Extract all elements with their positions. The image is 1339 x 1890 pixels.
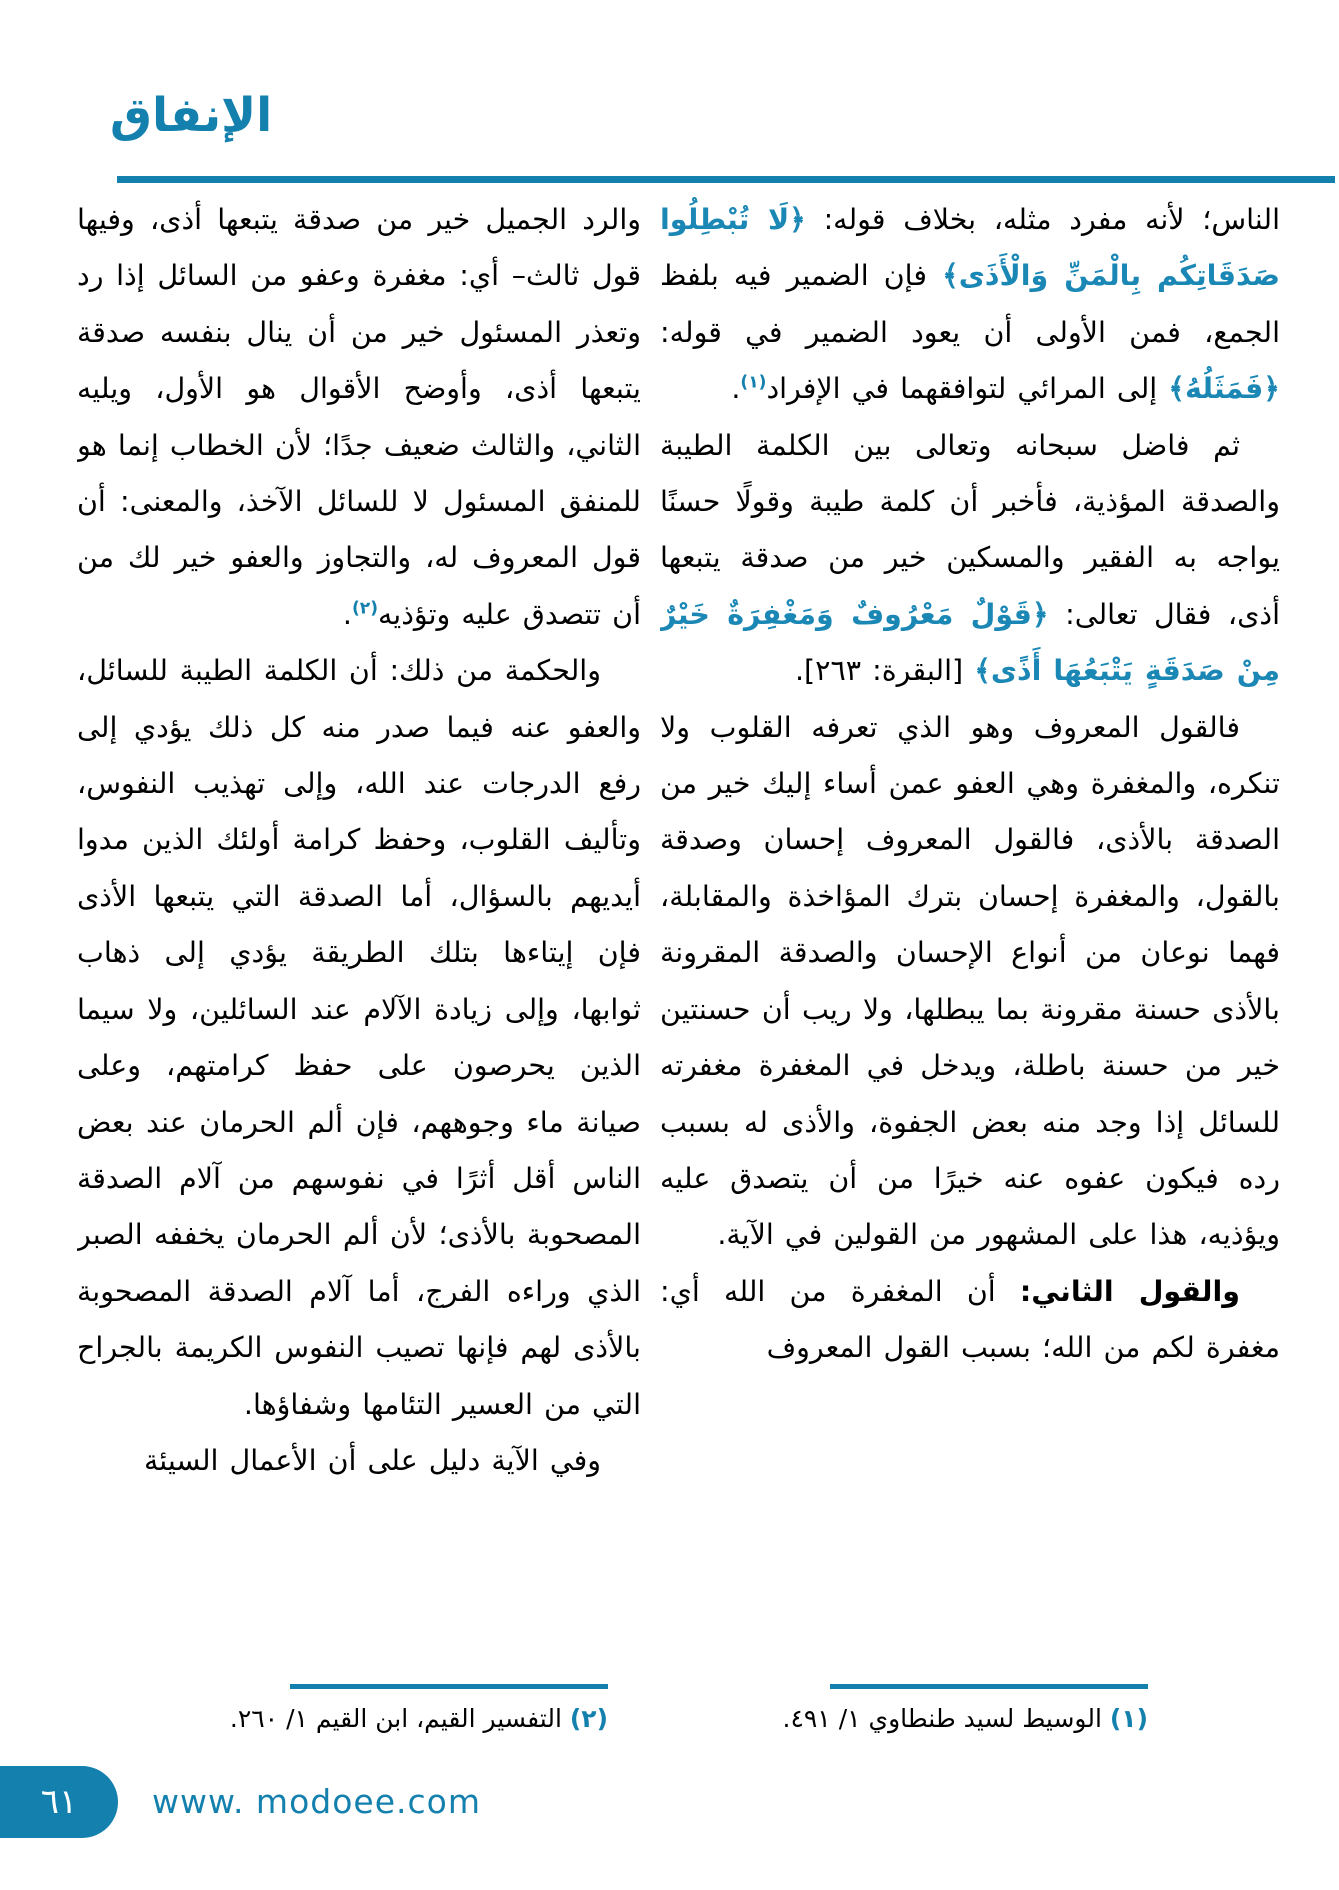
footnote-separator-2 — [290, 1684, 608, 1689]
text-run: . — [731, 372, 741, 406]
text-run: إلى المرائي لتوافقهما في الإفراد — [766, 372, 1169, 406]
footnote-ref: (١) — [740, 372, 767, 393]
column-left — [77, 192, 641, 1489]
quran-verse: ﴿لَا تُبْطِلُوا صَدَقَاتِكُم بِالْمَنِّ وَالْأَذَى﴾ — [660, 203, 1280, 293]
text-run: والحكمة من ذلك: أن الكلمة الطيبة للسائل، والعفو عنه فيما صدر منه كل ذلك يؤدي إلى رفع الدرجات عند الله، وإلى تهذيب النفوس، وتأليف القلوب، وحفظ كرامة أولئك الذين مدوا أيديهم بالسؤال، أما الصدقة التي يتبعها الأذى فإن إيتاءها بتلك الطريقة يؤدي إلى ذهاب ثوابها، وإلى زيادة الآلام عند السائلين، ولا سيما الذين يحرصون على حفظ كرامتهم، وعلى صيانة ماء وجوههم، فإن ألم الحرمان عند بعض الناس أقل أثرًا في نفوسهم من آلام الصدقة المصحوبة بالأذى؛ لأن ألم الحرمان يخففه الصبر الذي وراءه الفرج، أما آلام الصدقة المصحوبة بالأذى لهم فإنها تصيب النفوس الكريمة بالجراح التي من العسير التئامها وشفاؤها. — [77, 654, 641, 1421]
text-run: وفي الآية دليل على أن الأعمال السيئة — [143, 1443, 601, 1477]
text-run: أن المغفرة من الله أي: مغفرة لكم من الله؛ بسبب القول المعروف — [660, 1274, 1280, 1365]
page-title: الإنفاق — [110, 88, 273, 143]
text-run: والقول الثاني: — [1019, 1274, 1240, 1308]
paragraph — [77, 1433, 641, 1489]
page-number-badge — [0, 1766, 118, 1838]
quran-verse: ﴿قَوْلٌ مَعْرُوفٌ وَمَغْفِرَةٌ خَيْرٌ مِنْ صَدَقَةٍ يَتْبَعُهَا أَذًى﴾ — [660, 597, 1280, 688]
column-right — [660, 192, 1280, 1377]
header-rule — [117, 176, 1335, 183]
footnote-line-2 — [230, 1702, 608, 1736]
footnote-1 — [783, 1684, 1149, 1736]
paragraph — [660, 192, 1280, 418]
text-run: فإن الضمير فيه بلفظ الجمع، فمن الأولى أن يعود الضمير في قوله: — [660, 259, 1280, 349]
footnote-separator-1 — [830, 1684, 1148, 1689]
text-run: [البقرة: ٢٦٣]. — [794, 654, 975, 688]
text-run: ثم فاضل سبحانه وتعالى بين الكلمة الطيبة والصدقة المؤذية، فأخبر أن كلمة طيبة وقولًا حسنًا يواجه به الفقير والمسكين خير من صدقة يتبعها أذى، فقال تعالى: — [660, 428, 1280, 631]
footnote-ref: (٢) — [351, 598, 378, 619]
footnote-marker-1: (١) — [1109, 1704, 1148, 1733]
text-run: الناس؛ لأنه مفرد مثله، بخلاف قوله: — [805, 203, 1280, 236]
text-run: والرد الجميل خير من صدقة يتبعها أذى، وفيها قول ثالث– أي: مغفرة وعفو من السائل إذا رد وتعذر المسئول خير من أن ينال بنفسه صدقة يتبعها أذى، وأوضح الأقوال هو الأول، ويليه الثاني، والثالث ضعيف جدًا؛ لأن الخطاب إنما هو للمنفق المسئول لا للسائل الآخذ، والمعنى: أن قول المعروف له، والتجاوز والعفو خير لك من أن تتصدق عليه وتؤذيه — [77, 203, 641, 631]
text-run: . — [342, 597, 352, 631]
quran-verse: ﴿فَمَثَلُهُ﴾ — [1168, 372, 1280, 406]
page-number: ٦١ — [40, 1782, 78, 1822]
paragraph — [77, 192, 641, 643]
footnote-line-1 — [783, 1702, 1149, 1736]
footnote-marker-2: (٢) — [569, 1704, 608, 1733]
paragraph — [660, 700, 1280, 1264]
paragraph — [77, 643, 641, 1433]
text-run: فالقول المعروف وهو الذي تعرفه القلوب ولا تنكره، والمغفرة وهي العفو عمن أساء إليك خير من الصدقة بالأذى، فالقول المعروف إحسان وصدقة بالقول، والمغفرة إحسان بترك المؤاخذة والمقابلة، فهما نوعان من أنواع الإحسان والصدقة المقرونة بالأذى حسنة مقرونة بما يبطلها، ولا ريب أن حسنتين خير من حسنة باطلة، ويدخل في المغفرة مغفرته للسائل إذا وجد منه بعض الجفوة، والأذى له بسبب رده فيكون عفوه عنه خيرًا من أن يتصدق عليه ويؤذيه، هذا على المشهور من القولين في الآية. — [660, 710, 1280, 1252]
footnote-2 — [230, 1684, 608, 1736]
paragraph — [660, 418, 1280, 700]
footnote-text-2: التفسير القيم، ابن القيم ١/ ٢٦٠. — [229, 1704, 562, 1733]
footnote-text-1: الوسيط لسيد طنطاوي ١/ ٤٩١. — [782, 1704, 1102, 1733]
paragraph — [660, 1264, 1280, 1377]
website-url: www. modoee.com — [152, 1782, 481, 1821]
